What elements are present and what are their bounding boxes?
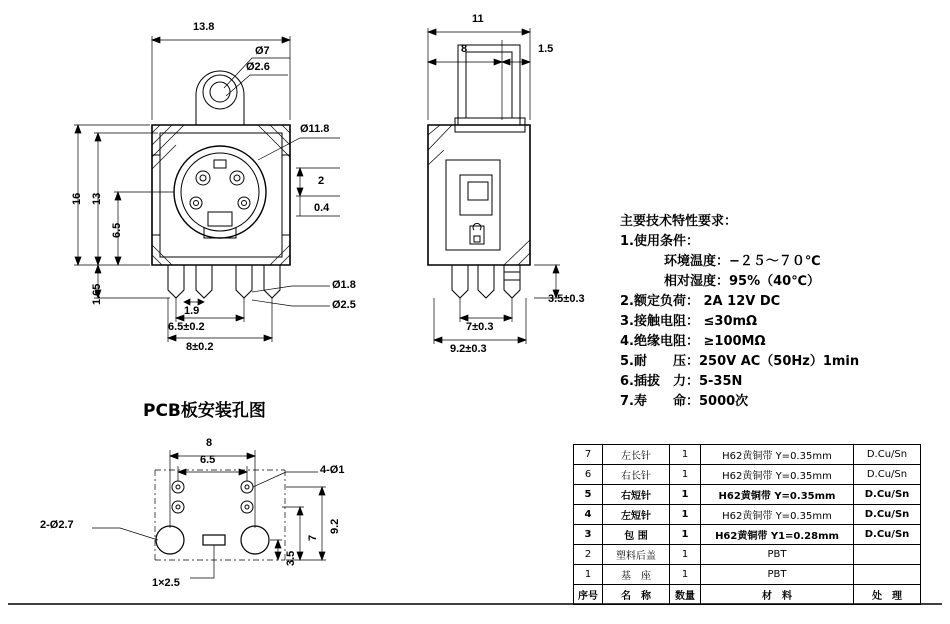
spec-block [620, 212, 940, 412]
table-row [574, 525, 921, 545]
bom-no: 4 [574, 505, 603, 525]
bom-material: PBT [701, 565, 854, 585]
bom-header-no: 序号 [574, 585, 603, 605]
bom-name: 右短针 [603, 485, 670, 505]
spec-line-7: 5.耐 压：250V AC（50Hz）1min [620, 354, 860, 369]
bom-qty: 1 [670, 525, 701, 545]
spec-line-8: 6.插拔 力：5-35N [620, 374, 743, 389]
bom-no: 6 [574, 465, 603, 485]
dim-16: 16 [71, 192, 83, 205]
table-header-row [574, 585, 921, 605]
bom-no: 2 [574, 545, 603, 565]
bom-name: 左短针 [603, 505, 670, 525]
dim-pcb-7: 7 [307, 534, 319, 541]
bom-name: 左长针 [603, 445, 670, 465]
bom-name: 基 座 [603, 565, 670, 585]
dim-2: 2 [318, 175, 325, 187]
dim-pcb-4-d1: 4-Ø1 [320, 464, 345, 476]
dim-8-tol: 8±0.2 [186, 341, 214, 353]
spec-line-9: 7.寿 命：5000次 [620, 394, 749, 409]
dim-d7: Ø7 [255, 45, 270, 57]
table-row [574, 545, 921, 565]
bom-header-material: 材 料 [701, 585, 854, 605]
spec-line-3: 相对湿度：95%（40℃） [664, 274, 820, 289]
dim-9-2-tol: 9.2±0.3 [450, 343, 487, 355]
dim-13: 13 [91, 192, 103, 205]
bom-qty: 1 [670, 445, 701, 465]
spec-line-6: 4.绝缘电阻： ≥100MΩ [620, 334, 766, 349]
bom-header-qty: 数量 [670, 585, 701, 605]
bom-finish [854, 565, 921, 585]
bom-no: 5 [574, 485, 603, 505]
bom-finish: D.Cu/Sn [854, 465, 921, 485]
bom-name: 塑料后盖 [603, 545, 670, 565]
spec-line-4: 2.额定负荷： 2A 12V DC [620, 294, 781, 309]
table-row [574, 465, 921, 485]
bom-finish [854, 545, 921, 565]
dim-d2-6: Ø2.6 [246, 61, 270, 73]
bom-finish: D.Cu/Sn [854, 505, 921, 525]
bom-qty: 1 [670, 545, 701, 565]
dim-pcb-9-2: 9.2 [329, 518, 341, 534]
dim-1-65: 1.65 [91, 283, 103, 305]
bom-material: H62黄铜带 Y=0.35mm [701, 505, 854, 525]
dim-pcb-1x2-5: 1×2.5 [152, 577, 180, 589]
spec-line-5: 3.接触电阻： ≤30mΩ [620, 314, 758, 329]
table-row [574, 485, 921, 505]
bill-of-materials-table [573, 444, 921, 605]
dim-13-8: 13.8 [193, 21, 215, 33]
dim-8-side: 8 [461, 43, 468, 55]
bom-material: PBT [701, 545, 854, 565]
bom-no: 1 [574, 565, 603, 585]
bom-no: 7 [574, 445, 603, 465]
dim-pcb-2-d2-7: 2-Ø2.7 [40, 519, 74, 531]
bom-finish: D.Cu/Sn [854, 485, 921, 505]
table-row [574, 505, 921, 525]
spec-line-1: 1.使用条件： [620, 234, 699, 249]
spec-line-2: 环境温度：−２５～７０℃ [664, 254, 821, 269]
bom-material: H62黄铜带 Y=0.35mm [701, 465, 854, 485]
table-row [574, 565, 921, 585]
dim-pcb-6-5: 6.5 [200, 454, 216, 466]
dim-pcb-8: 8 [206, 437, 213, 449]
dim-7-tol: 7±0.3 [466, 321, 494, 333]
dim-d2-5: Ø2.5 [332, 299, 356, 311]
bom-qty: 1 [670, 485, 701, 505]
dim-0-4: 0.4 [314, 202, 330, 214]
bom-no: 3 [574, 525, 603, 545]
dim-d1-8: Ø1.8 [332, 279, 356, 291]
bom-header-finish: 处 理 [854, 585, 921, 605]
bom-material: H62黄铜带 Y1=0.28mm [701, 525, 854, 545]
pcb-view-title: PCB板安装孔图 [143, 401, 266, 421]
table-row [574, 445, 921, 465]
dim-1-5: 1.5 [538, 43, 554, 55]
dim-6-5: 6.5 [111, 222, 123, 238]
bom-material: H62黄铜带 Y=0.35mm [701, 445, 854, 465]
spec-heading: 主要技术特性要求： [620, 214, 738, 229]
dim-d11-8: Ø11.8 [300, 123, 330, 135]
bom-qty: 1 [670, 465, 701, 485]
bom-name: 右长针 [603, 465, 670, 485]
dim-11: 11 [472, 13, 484, 25]
dim-3-5-tol: 3.5±0.3 [548, 293, 585, 305]
dim-pcb-3-5: 3.5 [285, 550, 297, 566]
dim-1-9: 1.9 [184, 305, 200, 317]
bom-material: H62黄铜带 Y=0.35mm [701, 485, 854, 505]
bom-header-name: 名 称 [603, 585, 670, 605]
bom-qty: 1 [670, 565, 701, 585]
bom-finish: D.Cu/Sn [854, 445, 921, 465]
bom-name: 包 围 [603, 525, 670, 545]
bom-qty: 1 [670, 505, 701, 525]
dim-6-5-tol: 6.5±0.2 [168, 321, 205, 333]
bom-finish: D.Cu/Sn [854, 525, 921, 545]
